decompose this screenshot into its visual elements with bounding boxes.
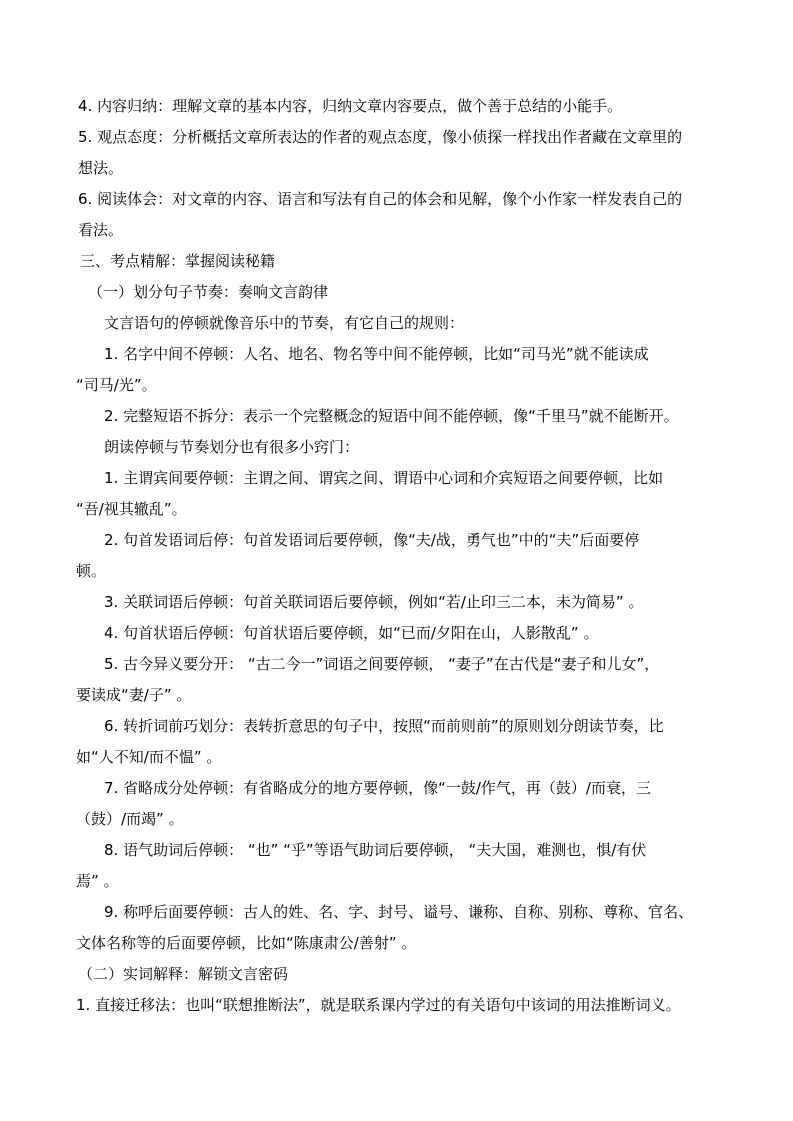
text-line: “司马/光”。	[76, 376, 157, 394]
text-line: 7. 省略成分处停顿：有省略成分的地方要停顿，像“一鼓/作气，再（鼓）/而衰，三	[104, 779, 651, 797]
text-line: 6. 阅读体会：对文章的内容、语言和写法有自己的体会和见解，像个小作家一样发表自己的	[78, 190, 683, 208]
text-line: 3. 关联词语后停顿：句首关联词语后要停顿，例如“若/止印三二本，未为简易” 。	[104, 593, 644, 611]
text-line: 4. 内容归纳：理解文章的基本内容，归纳文章内容要点，做个善于总结的小能手。	[78, 97, 623, 115]
text-line: 6. 转折词前巧划分：表转折意思的句子中，按照“而前则前”的原则划分朗读节奏，比	[104, 717, 664, 735]
subsection-heading: （二）实词解释：解锁文言密码	[78, 965, 289, 983]
text-line: 焉” 。	[76, 872, 119, 890]
text-line: 看法。	[78, 221, 124, 239]
section-heading: 三、考点精解：掌握阅读秘籍	[80, 252, 276, 270]
text-line: 2. 句首发语词后停：句首发语词后要停顿，像“夫/战，勇气也”中的“夫”后面要停	[104, 531, 640, 549]
text-line: 要读成“妻/子” 。	[76, 686, 192, 704]
text-line: 5. 观点态度：分析概括文章所表达的作者的观点态度，像小侦探一样找出作者藏在文章里的	[78, 128, 683, 146]
text-line: 顿。	[76, 562, 107, 580]
text-line: （鼓）/而竭” 。	[76, 810, 184, 828]
text-line: “吾/视其辙乱”。	[76, 500, 187, 518]
text-line: 9. 称呼后面要停顿：古人的姓、名、字、封号、谥号、谦称、自称、别称、尊称、官名、	[104, 903, 694, 921]
text-line: 2. 完整短语不拆分：表示一个完整概念的短语中间不能停顿，像“千里马”就不能断开。	[104, 407, 679, 425]
text-line: 想法。	[78, 159, 124, 177]
text-line: 1. 主谓宾间要停顿：主谓之间、谓宾之间、谓语中心词和介宾短语之间要停顿，比如	[104, 469, 664, 487]
text-line: 文体名称等的后面要停顿，比如“陈康肃公/善射” 。	[76, 934, 417, 952]
text-line: 朗读停顿与节奏划分也有很多小窍门：	[104, 438, 360, 456]
text-line: 5. 古今异义要分开： “古二今一”词语之间要停顿， “妻子”在古代是“妻子和儿女”，	[104, 655, 660, 673]
text-line: 1. 直接迁移法：也叫“联想推断法”，就是联系课内学过的有关语句中该词的用法推断词义。	[76, 996, 681, 1014]
text-line: 如“人不知/而不愠” 。	[76, 748, 222, 766]
text-line: 4. 句首状语后停顿：句首状语后要停顿，如“已而/夕阳在山，人影散乱” 。	[104, 624, 599, 642]
text-line: 8. 语气助词后停顿： “也” “乎”等语气助词后要停顿， “夫大国，难测也，惧/有伏	[104, 841, 647, 859]
subsection-heading: （一）划分句子节奏：奏响文言韵律	[88, 283, 329, 301]
text-line: 1. 名字中间不停顿：人名、地名、物名等中间不能停顿，比如“司马光”就不能读成	[104, 345, 649, 363]
text-line: 文言语句的停顿就像音乐中的节奏，有它自己的规则：	[104, 314, 465, 332]
